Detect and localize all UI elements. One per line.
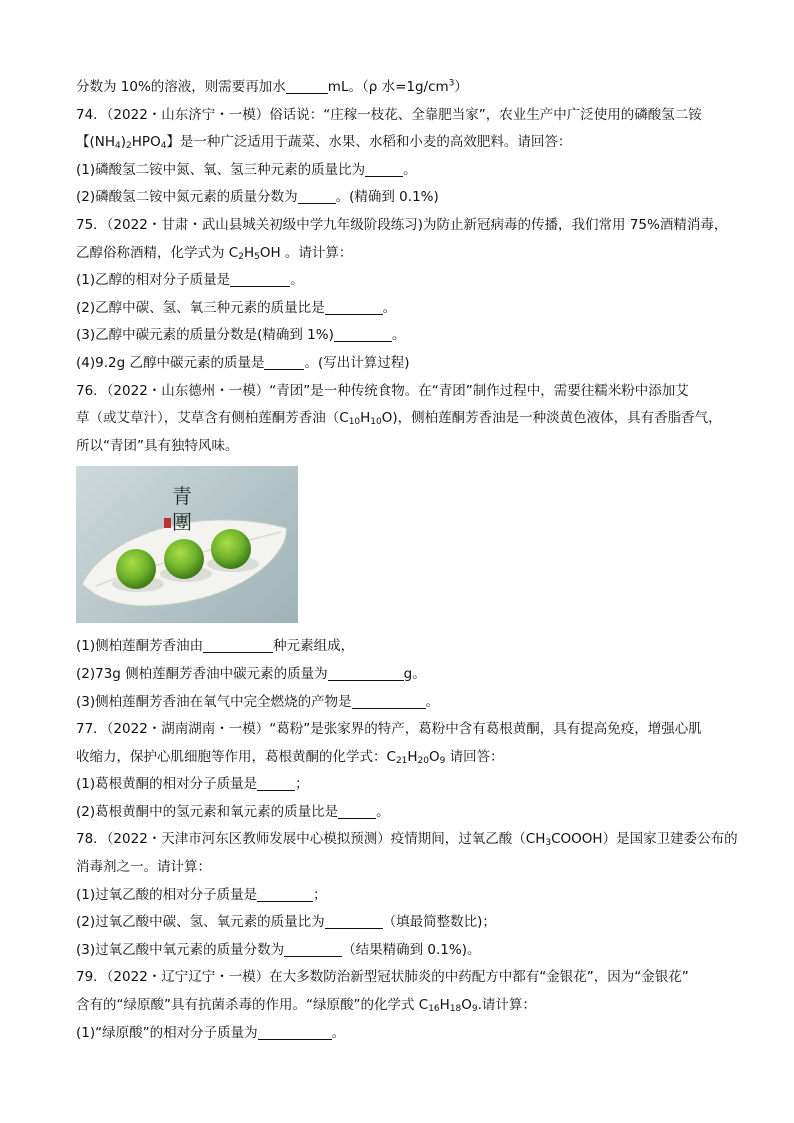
answer-blank[interactable]: [328, 666, 404, 681]
answer-blank[interactable]: [264, 355, 304, 370]
text: 】是一种广泛适用于蔬菜、水果、水稻和小麦的高效肥料。请回答：: [166, 134, 572, 151]
text: 乙醇俗称酒精，化学式为 C: [76, 244, 239, 261]
answer-blank[interactable]: [203, 638, 273, 653]
image-caption-char-1: 青: [172, 484, 192, 509]
text: 4: [115, 141, 121, 152]
text: (1)磷酸氢二铵中氮、氧、氢三种元素的质量比为: [76, 161, 366, 178]
q76-part2: [76, 661, 726, 689]
q76-head: 76．（2022・山东德州・一模）“青团”是一种传统食物。在“青团”制作过程中，需要往糯米粉中添加艾: [76, 382, 689, 399]
q79-part1: [76, 1020, 726, 1048]
q78-head: [76, 826, 738, 854]
q75-part2: [76, 295, 726, 323]
q74-head: 74．（2022・山东济宁・一模）俗话说：“庄稼一枝花、全靠肥当家”，农业生产中广泛使用的磷酸氢二铵: [76, 106, 702, 123]
q78-part3: [76, 937, 726, 965]
text: (1)侧柏莲酮芳香油由: [76, 638, 204, 655]
qingtuan-ball-3: [211, 529, 251, 569]
text: (2)73g 侧柏莲酮芳香油中碳元素的质量为: [76, 665, 328, 682]
worksheet-page: [76, 74, 738, 1047]
text: (2)葛根黄酮中的氢元素和氧元素的质量比是: [76, 803, 339, 820]
text: g。: [403, 665, 426, 682]
text: （结果精确到 0.1%)。: [342, 941, 481, 958]
text: O: [461, 997, 472, 1014]
q74-part1: [76, 157, 726, 185]
red-seal: [164, 518, 171, 528]
text: (1)过氧乙酸的相对分子质量是: [76, 886, 258, 903]
text: H: [407, 748, 418, 765]
text: COOOH）是国家卫建委公布的: [551, 831, 738, 848]
text: 2: [126, 141, 132, 152]
text: 种元素组成，: [273, 638, 355, 655]
text: 分数为 10%的溶液，则需要再加水: [76, 79, 286, 95]
text: 收缩力，保护心肌细胞等作用，葛根黄酮的化学式：C: [76, 748, 396, 765]
text: 4: [160, 141, 167, 152]
answer-blank[interactable]: [365, 162, 403, 177]
q74-part2: [76, 184, 726, 212]
q74-formula-line: [76, 129, 726, 157]
text: 【(NH: [76, 134, 116, 151]
qingtuan-image: [76, 466, 298, 623]
text: 18: [449, 1004, 462, 1015]
text: (1)葛根黄酮的相对分子质量是: [76, 776, 258, 793]
text: O)，侧柏莲酮芳香油是一种淡黄色液体，具有香脂香气，: [381, 410, 722, 427]
q75-line2: [76, 240, 726, 268]
q78-part2: [76, 909, 726, 937]
text: ；: [313, 886, 327, 903]
q76-part1: [76, 633, 726, 661]
text: 78．（2022・天津市河东区教师发展中心模拟预测）疫情期间，过氧乙酸（CH: [76, 831, 546, 848]
text: 。(精确到 0.1%): [335, 189, 439, 206]
answer-blank[interactable]: [352, 694, 426, 709]
q76-part3: [76, 689, 726, 717]
text: 20: [417, 755, 429, 766]
text: 5: [254, 251, 260, 262]
text: 请回答：: [445, 748, 504, 765]
answer-blank[interactable]: [258, 1025, 332, 1040]
q75-part4: [76, 350, 726, 378]
answer-blank[interactable]: [230, 272, 290, 287]
text: O: [429, 748, 440, 765]
text: (4)9.2g 乙醇中碳元素的质量是: [76, 354, 265, 371]
qingtuan-ball-1: [116, 549, 156, 589]
text: 。(写出计算过程): [304, 354, 410, 371]
text: 草（或艾草汁），艾草含有侧柏莲酮芳香油（C: [76, 410, 349, 427]
line-0: [76, 74, 726, 102]
text: 。: [391, 327, 406, 344]
answer-blank[interactable]: [298, 189, 336, 204]
answer-blank[interactable]: [338, 804, 376, 819]
q77-part1: [76, 771, 726, 799]
q77-part2: [76, 799, 726, 827]
text: 2: [238, 251, 244, 262]
text: (2)磷酸氢二铵中氮元素的质量分数为: [76, 189, 298, 206]
q79-head: 79．（2022・辽宁辽宁・一模）在大多数防治新型冠状肺炎的中药配方中都有“金银花”，因为“金银花”: [76, 969, 689, 986]
text: 3: [448, 78, 455, 89]
text: 9: [439, 755, 446, 766]
text: HPO: [131, 134, 161, 151]
text: 10: [348, 417, 361, 428]
q78-part1: [76, 882, 726, 910]
answer-blank[interactable]: [284, 942, 342, 957]
text: 。: [290, 272, 304, 289]
text: 。: [403, 161, 417, 178]
image-caption-char-2: 團: [172, 510, 192, 535]
text: ；: [295, 776, 309, 793]
answer-blank[interactable]: [257, 776, 295, 791]
q78-line2: 消毒剂之一。请计算：: [76, 859, 211, 876]
text: 。: [376, 803, 390, 820]
answer-blank[interactable]: [325, 300, 383, 315]
text: 。: [331, 1024, 346, 1041]
text: H: [439, 997, 450, 1014]
text: (2)过氧乙酸中碳、氢、氧元素的质量比为: [76, 914, 325, 931]
text: (1)乙醇的相对分子质量是: [76, 272, 231, 289]
text: (3)过氧乙酸中氧元素的质量分数为: [76, 941, 285, 958]
answer-blank[interactable]: [325, 914, 383, 929]
text: 。: [425, 693, 440, 710]
text: 21: [395, 755, 408, 766]
q76-line2: [76, 405, 726, 433]
text: (2)乙醇中碳、氢、氧三种元素的质量比是: [76, 299, 325, 316]
q75-part1: [76, 267, 726, 295]
q75-head: 75．（2022・甘肃・武山县城关初级中学九年级阶段练习)为防止新冠病毒的传播，我们常用 75%酒精消毒，: [76, 216, 728, 233]
text: (1)“绿原酸”的相对分子质量为: [76, 1024, 258, 1041]
answer-blank[interactable]: [257, 887, 313, 902]
q77-head: 77．（2022・湖南湖南・一模）“葛粉”是张家界的特产，葛粉中含有葛根黄酮，具有提高免疫，增强心肌: [76, 721, 702, 738]
answer-blank[interactable]: [286, 79, 328, 94]
text: .请计算：: [477, 997, 536, 1014]
text: ): [120, 134, 127, 151]
text: (3)乙醇中碳元素的质量分数是(精确到 1%): [76, 327, 334, 344]
text: 3: [545, 838, 552, 849]
text: 10: [370, 417, 382, 428]
text: ）: [454, 79, 468, 95]
q79-line2: [76, 992, 726, 1020]
text: H: [360, 410, 371, 427]
text: 9: [471, 1004, 478, 1015]
text: 。: [382, 299, 397, 316]
qingtuan-ball-2: [164, 539, 204, 579]
q76-line3: 所以“青团”具有独特风味。: [76, 437, 239, 454]
text: H: [243, 244, 255, 261]
text: 16: [428, 1004, 440, 1015]
answer-blank[interactable]: [334, 327, 392, 342]
text: (3)侧柏莲酮芳香油在氧气中完全燃烧的产物是: [76, 693, 352, 710]
text: 含有的“绿原酸”具有抗菌杀毒的作用。“绿原酸”的化学式 C: [76, 997, 429, 1014]
text: OH 。请计算：: [259, 244, 353, 261]
text: （填最简整数比)；: [382, 914, 496, 931]
q75-part3: [76, 322, 726, 350]
text: mL。（ρ 水=1g/cm: [327, 79, 449, 95]
q77-line2: [76, 744, 726, 772]
